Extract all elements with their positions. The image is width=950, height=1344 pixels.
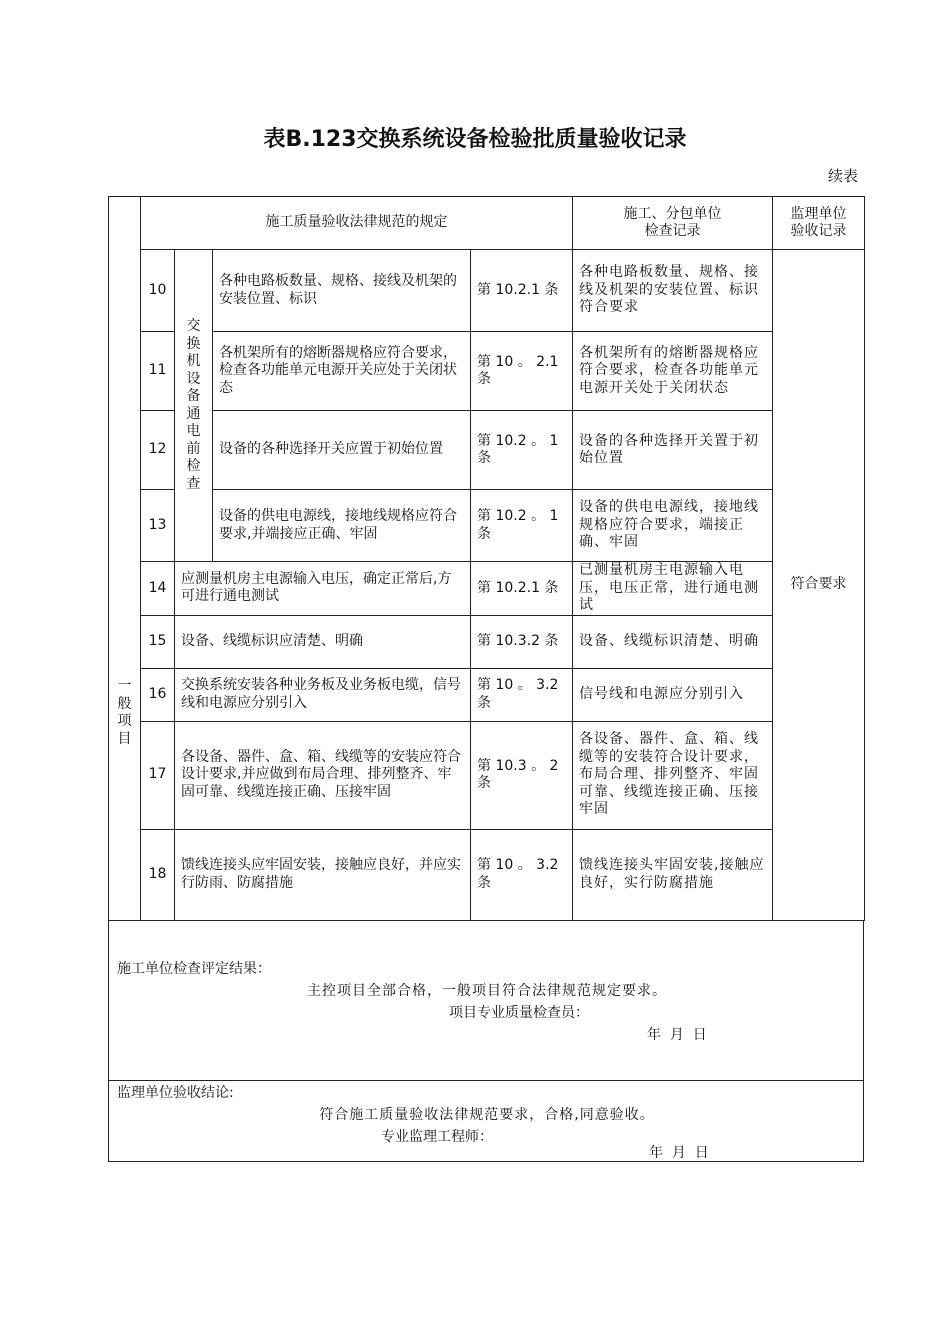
row-number: 13 [141,490,175,562]
table-header-row [109,197,865,250]
row-clause: 第 10 。 3.2 条 [471,829,573,920]
group-label: 交换机设备通电前检查 [186,318,201,492]
row-spec: 设备的供电电源线，接地线规格应符合要求,并端接应正确、牢固 [213,490,471,562]
table-row [109,615,865,668]
acceptance-table [108,196,865,921]
table-row [109,829,865,920]
row-number: 11 [141,332,175,411]
header-supervision: 监理单位 验收记录 [773,197,865,250]
row-number: 14 [141,562,175,616]
row-clause: 第 10.2 。 1 条 [471,411,573,490]
table-row [109,490,865,562]
construction-result-date: 年 月 日 [647,1027,707,1043]
table-row [109,721,865,829]
construction-result-label: 施工单位检查评定结果： [117,961,271,977]
table-row [109,250,865,332]
row-spec: 各机架所有的熔断器规格应符合要求，检查各功能单元电源开关应处于关闭状态 [213,332,471,411]
table-row [109,332,865,411]
row-number: 10 [141,250,175,332]
table-row [109,668,865,721]
supervision-conclusion-box [108,1080,864,1162]
supervision-conclusion-label: 监理单位验收结论: [117,1085,234,1101]
row-record: 馈线连接头牢固安装,接触应良好，实行防腐措施 [573,829,773,920]
category-cell [109,197,141,921]
row-record: 设备的各种选择开关置于初始位置 [573,411,773,490]
row-spec: 设备的各种选择开关应置于初始位置 [213,411,471,490]
page-title: 表B.123交换系统设备检验批质量验收记录 [263,127,687,152]
row-clause: 第 10.2 。 1 条 [471,490,573,562]
row-spec: 设备、线缆标识应清楚、明确 [175,615,471,668]
row-clause: 第 10 。 2.1 条 [471,332,573,411]
row-spec: 各设备、器件、盒、箱、线缆等的安装应符合设计要求,并应做到布局合理、排列整齐、牢固可靠、线缆连接正确、压接牢固 [175,721,471,829]
row-number: 18 [141,829,175,920]
construction-result-box [108,920,864,1081]
row-record: 设备、线缆标识清楚、明确 [573,615,773,668]
row-spec: 交换系统安装各种业务板及业务板电缆，信号线和电源应分别引入 [175,668,471,721]
row-record: 各种电路板数量、规格、接线及机架的安装位置、标识符合要求 [573,250,773,332]
row-clause: 第 10 。 3.2 条 [471,668,573,721]
quality-inspector-label: 项目专业质量检查员： [449,1005,589,1021]
row-record: 已测量机房主电源输入电压，电压正常，进行通电测试 [573,562,773,616]
row-spec: 各种电路板数量、规格、接线及机架的安装位置、标识 [213,250,471,332]
row-spec: 馈线连接头应牢固安装，接触应良好，并应实行防雨、防腐措施 [175,829,471,920]
row-number: 17 [141,721,175,829]
continued-label: 续表 [827,167,858,185]
table-row [109,562,865,616]
row-number: 12 [141,411,175,490]
supervision-conclusion-date: 年 月 日 [649,1145,709,1161]
row-record: 设备的供电电源线，接地线规格应符合要求，端接正确、牢固 [573,490,773,562]
row-record: 各机架所有的熔断器规格应符合要求，检查各功能单元电源开关处于关闭状态 [573,332,773,411]
group-cell [175,250,213,562]
row-spec: 应测量机房主电源输入电压，确定正常后,方可进行通电测试 [175,562,471,616]
supervision-conclusion-text: 符合施工质量验收法律规范要求，合格,同意验收。 [319,1107,655,1123]
row-record: 各设备、器件、盒、箱、线缆等的安装符合设计要求，布局合理、排列整齐、牢固可靠、线缆连接正确、压接牢固 [573,721,773,829]
row-clause: 第 10.2.1 条 [471,562,573,616]
row-number: 16 [141,668,175,721]
row-number: 15 [141,615,175,668]
row-clause: 第 10.3 。 2 条 [471,721,573,829]
supervision-engineer-label: 专业监理工程师： [381,1129,493,1145]
row-clause: 第 10.3.2 条 [471,615,573,668]
row-clause: 第 10.2.1 条 [471,250,573,332]
table-row [109,411,865,490]
row-record: 信号线和电源应分别引入 [573,668,773,721]
supervision-result: 符合要求 [773,250,865,921]
construction-result-text: 主控项目全部合格，一般项目符合法律规范规定要求。 [307,983,667,999]
category-label: 一般项目 [117,678,132,747]
header-construction: 施工、分包单位 检查记录 [573,197,773,250]
header-spec: 施工质量验收法律规范的规定 [141,197,573,250]
